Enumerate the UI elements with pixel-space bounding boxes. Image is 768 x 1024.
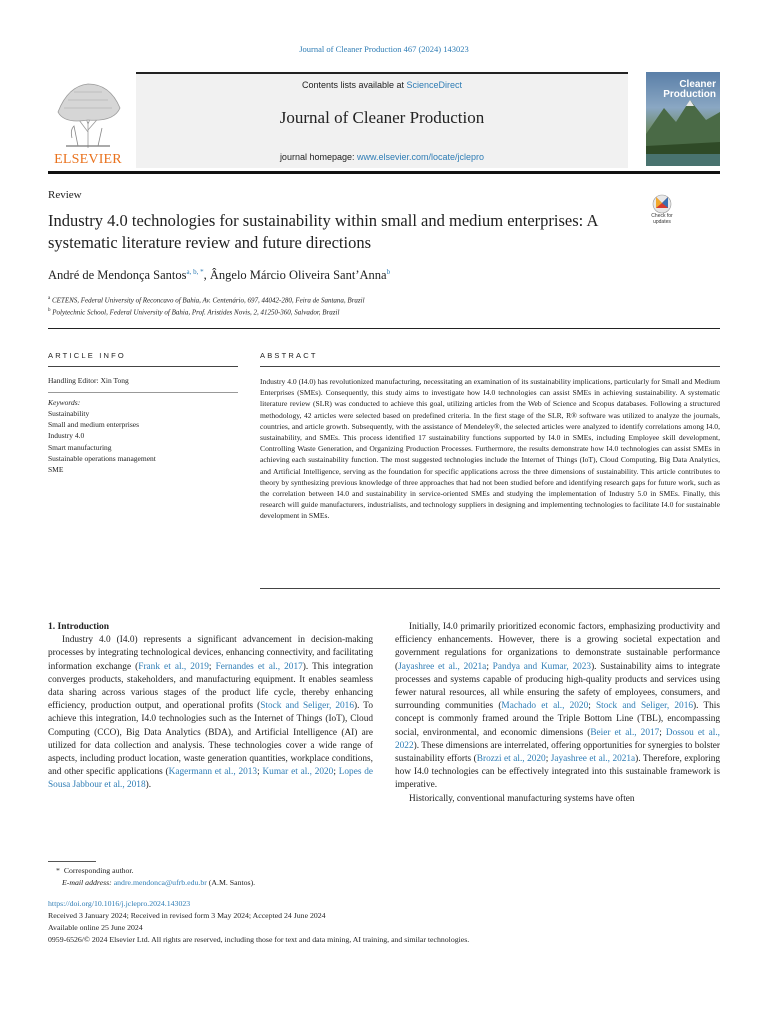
copyright-notice: 0959-6526/© 2024 Elsevier Ltd. All rights are reserved, including those for text and data mining, AI training, and similar technologies. <box>48 935 470 944</box>
citation-link[interactable]: Brozzi et al., 2020 <box>476 754 546 765</box>
email-link[interactable]: andre.mendonca@ufrb.edu.br <box>113 878 207 887</box>
contents-prefix: Contents lists available at <box>301 80 407 90</box>
citation-link[interactable]: Jayashree et al., 2021a <box>550 754 636 765</box>
corresponding-author-note <box>56 866 134 875</box>
article-info-rule <box>48 366 238 367</box>
journal-cover-image <box>646 72 720 166</box>
abstract-heading: ABSTRACT <box>260 351 318 360</box>
contents-line <box>136 80 628 90</box>
cover-title-line-1: Cleaner <box>679 79 716 90</box>
sciencedirect-link[interactable]: ScienceDirect <box>406 80 463 90</box>
citation-link[interactable]: Frank et al., 2019 <box>138 661 209 672</box>
homepage-line <box>136 152 628 162</box>
affiliation-a-mark: a <box>48 296 51 301</box>
check-for-updates-button[interactable] <box>642 194 682 230</box>
author-1-affiliation-marks[interactable]: a, b, * <box>186 268 204 276</box>
body-column-right <box>395 621 720 806</box>
abstract-bottom-rule <box>260 588 720 589</box>
citation-link[interactable]: Fernandes et al., 2017 <box>215 661 303 672</box>
intro-paragraph-3: Historically, conventional manufacturing systems have often <box>409 793 635 804</box>
cover-title-line-2: Production <box>663 89 716 100</box>
affiliation-b-text: Polytechnic School, Federal University of Bahia, Prof. Aristides Novis, 2, 41250-360, Salvador, Brazil <box>52 308 340 317</box>
journal-title: Journal of Cleaner Production <box>279 108 485 127</box>
article-info-heading: ARTICLE INFO <box>48 351 126 360</box>
citation-link[interactable]: Kumar et al., 2020 <box>262 767 334 778</box>
abstract-text: Industry 4.0 (I4.0) has revolutionized manufacturing, necessitating an examination of its sustainability implications, particularly for Small and Medium Enterprises (SMEs). Consequently, this study aims to investigate how I4.0 technologies can assist SMEs in achieving sustainability. A systematic literature review (SLR) was conducted to achieve this goal, utilizing articles from the Web of Science and Scopus databases. Following a structured methodology, 42 articles were selected based on predefined criteria. In the first stage of the SLR, R® software was utilized to analyze the journals, countries, and article growth. Subsequently, with the assistance of Mendeley®, the selected articles were analyzed to identify correlations among I4.0, sustainability, and SMEs. This process identified 17 sustainability functions supported by I4.0 in SMEs, including Employee skill development, Controlling Waste Generation, and Organizing Production Processes. Furthermore, the results demonstrate how I4.0 technologies can assist SMEs in achieving each sustainability function. The most suggested technologies include the Internet of Things (IoT), Cloud Computing, Big Data Analytics, and Artificial Intelligence, serving as the foundation for specific applications across the three dimensions of sustainability. This article contributes to theory by synthesizing previous knowledge of three approaches that had not been studied before and identifying research gaps for future work, such as the correlation between I4.0 and sustainability in service-oriented SMEs and studying the implementation of Industry 5.0 in SMEs. Finally, this research will guide manufacturers, industrialists, and technology suppliers in designing and implementing technologies to facilitate I4.0 for sustainable development in SMEs. <box>260 377 720 521</box>
footnote-marker: * <box>56 866 60 875</box>
keyword-item: Industry 4.0 <box>48 431 85 441</box>
article-dates: Received 3 January 2024; Received in revised form 3 May 2024; Accepted 24 June 2024 <box>48 911 326 920</box>
masthead-box <box>136 72 628 168</box>
citation-link[interactable]: Dossou et al., 2022 <box>395 727 720 751</box>
affiliation-a <box>48 296 365 304</box>
email-suffix: (A.M. Santos). <box>206 878 256 887</box>
homepage-prefix: journal homepage: <box>279 152 357 162</box>
doi-link[interactable]: https://doi.org/10.1016/j.jclepro.2024.143023 <box>48 899 191 908</box>
citation-link[interactable]: Lopes de Sousa Jabbour et al., 2018 <box>48 767 374 791</box>
author-separator: , <box>203 268 210 283</box>
keywords-label: Keywords: <box>48 398 81 407</box>
citation-link[interactable]: Stock and Seliger, 2016 <box>595 701 694 712</box>
author-list <box>48 268 390 283</box>
keyword-item: Smart manufacturing <box>48 442 112 452</box>
author-name-2[interactable]: Ângelo Márcio Oliveira Sant’Anna <box>209 268 387 283</box>
citation-link[interactable]: Jayashree et al., 2021a <box>398 661 487 672</box>
citation-link[interactable]: Pandya and Kumar, 2023 <box>492 661 592 672</box>
keywords-divider <box>48 392 238 393</box>
citation-link[interactable]: Beier et al., 2017 <box>590 727 660 738</box>
affiliation-a-text: CETENS, Federal University of Reconcavo of Bahia, Av. Centenário, 697, 44042-280, Feira de Santana, Brazil <box>51 296 365 305</box>
email-label: E-mail address: <box>62 878 114 887</box>
footnote-rule <box>48 861 96 862</box>
affiliation-b <box>48 308 339 316</box>
corresponding-author-text: Corresponding author. <box>63 866 134 875</box>
elsevier-wordmark: ELSEVIER <box>54 152 122 167</box>
keyword-item: SME <box>48 465 64 475</box>
email-note <box>62 878 255 887</box>
available-online-date: Available online 25 June 2024 <box>48 923 143 932</box>
intro-paragraph-2: Initially, I4.0 primarily prioritized economic factors, emphasizing productivity and efficiency enhancements. However, there is a growing societal expectation and government regulations for organizations to demonstrate sustainable performance (Jayashree et al., 2021a; Pandya and Kumar, 2023). Sustainability aims to integrate processes and systems capable of producing high-quality products and services using fewer natural resources, all while ensuring the safety of employees, consumers, and surrounding communities (Machado et al., 2020; Stock and Seliger, 2016). This concept is commonly framed around the Triple Bottom Line (TBL), encompassing social, environmental, and economic dimensions (Beier et al., 2017; Dossou et al., 2022). These dimensions are interrelated, offering opportunities for synergies to bolster sustainability efforts (Brozzi et al., 2020; Jayashree et al., 2021a). Therefore, exploring how I4.0 technologies can be effectively integrated into this sustainable framework is imperative. <box>395 622 721 791</box>
crossmark-label <box>642 214 682 225</box>
citation-link[interactable]: Machado et al., 2020 <box>501 701 589 712</box>
crossmark-label-line-1: Check for <box>651 213 673 219</box>
journal-homepage-link[interactable]: www.elsevier.com/locate/jclepro <box>357 152 485 162</box>
citation-link[interactable]: Stock and Seliger, 2016 <box>260 701 354 712</box>
cover-title <box>663 80 716 100</box>
author-name-1[interactable]: André de Mendonça Santos <box>48 268 187 283</box>
header-divider <box>48 171 720 174</box>
citation-link[interactable]: Kagermann et al., 2013 <box>168 767 258 778</box>
section-heading-introduction: 1. Introduction <box>48 622 110 632</box>
handling-editor: Handling Editor: Xin Tong <box>48 376 129 385</box>
article-type: Review <box>48 189 82 201</box>
abstract-rule <box>260 366 720 367</box>
article-title: Industry 4.0 technologies for sustainability within small and medium enterprises: A systematic literature review and future directions <box>48 211 598 252</box>
crossmark-icon <box>642 194 682 214</box>
keyword-item: Sustainability <box>48 409 90 418</box>
keyword-item: Small and medium enterprises <box>48 420 140 430</box>
author-2-affiliation-mark[interactable]: b <box>386 268 391 276</box>
affiliation-divider <box>48 328 720 329</box>
keyword-item: Sustainable operations management <box>48 453 156 463</box>
crossmark-label-line-2: updates <box>653 218 671 225</box>
journal-reference[interactable]: Journal of Cleaner Production 467 (2024) 143023 <box>299 44 469 54</box>
affiliation-b-mark: b <box>48 308 51 313</box>
body-column-left <box>48 621 373 793</box>
keyword-list <box>48 408 156 475</box>
intro-paragraph-1: Industry 4.0 (I4.0) represents a significant advancement in decision-making processes by integrating technological devices, enhancing connectivity, and facilitating information exchange (Frank et al., 2019; Fernandes et al., 2017). This integration converges products, stakeholders, and manufacturing equipment. It enables seamless data sharing across various stages of the product life cycle, thereby enhancing efficiency, production output, and operational profits (Stock and Seliger, 2016). To achieve this integration, I4.0 technologies such as the Internet of Things (IoT), Cloud Computing (CCO), Big Data Analytics (BDA), and Artificial Intelligence (AI) are utilized for data collection and analysis. These technologies cover a wide range of aspects, including product location, waste generation quantities, workplace conditions, and other specific applications (Kagermann et al., 2013; Kumar et al., 2020; Lopes de Sousa Jabbour et al., 2018). <box>48 635 374 791</box>
masthead <box>48 72 720 170</box>
